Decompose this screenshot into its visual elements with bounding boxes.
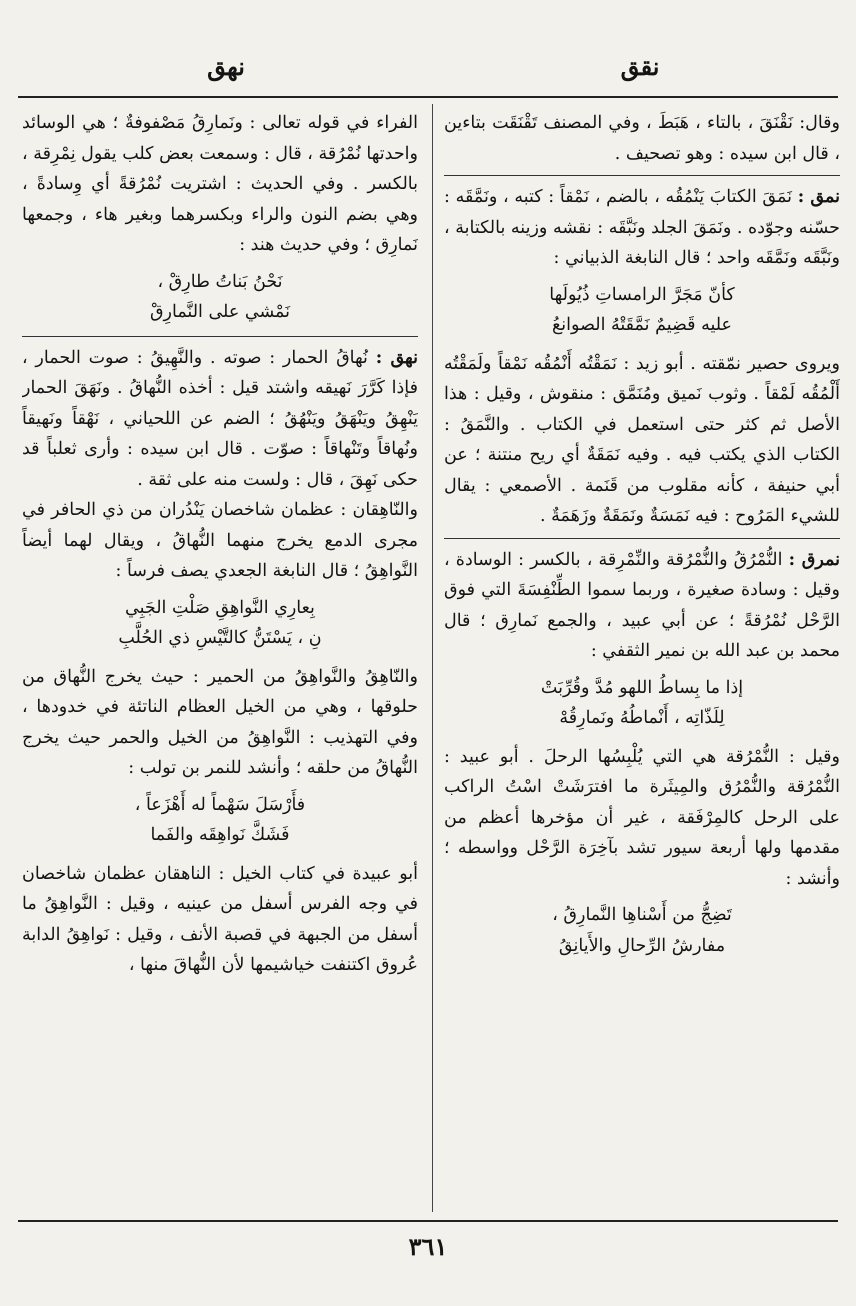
verse-line: إذا ما بِساطُ اللهو مُدَّ وقُرِّبَتْ xyxy=(540,677,744,698)
verse xyxy=(444,280,840,341)
column-divider xyxy=(432,104,433,1212)
verse-line: كأنّ مَجَرَّ الرامساتِ ذُيُولَها xyxy=(549,284,735,305)
headword: نهق : xyxy=(375,347,418,368)
verse-line: نَحْنُ بَناتُ طارِقْ ، xyxy=(157,271,283,292)
page-number: ٣٦١ xyxy=(408,1232,448,1261)
verse-line: فأَرْسَلَ سَهْماً له أَهْزَعاً ، xyxy=(134,794,306,815)
verse xyxy=(22,790,418,851)
entry-paragraph: والنّاهِقان : عظمان شاخصان يَنْدُران من ذي الحافر في مجرى الدمع يخرج منهما النُّهاقُ ، ويقال لهما أيضاً النَّواهِقُ ؛ قال النابغة الجعدي يصف فرساً : xyxy=(22,500,418,581)
entry-paragraph: وقيل : النُّمْرُقة هي التي يُلْبِسُها الرحلَ . أبو عبيد : النُّمْرُقة والنُّمْرُق والمِيثَرة ما افترَشَتْ اسْتُ الراكب على الرحل كالمِرْفَقة ، غير أن مؤخرها أعظم من مقدمها ولها أربعة سيور تشد بآخِرَة الرَّحْل وواسطه ؛ وأنشد : xyxy=(444,746,840,889)
entry-paragraph: أبو عبيدة في كتاب الخيل : الناهقان عظمان شاخصان في وجه الفرس أسفل من عينيه ، وقيل : النَّواهِقُ ما أسفل من الجبهة في قصبة الأنف ، وقيل : نَواهِقُ الدابة عُروق اكتنفت خياشيمها لأن النُّهاقَ منها ، xyxy=(22,863,418,975)
verse-line: لِلَذّاتِه ، أَنْماطُهُ ونَمارِقُهْ xyxy=(559,708,725,728)
verse xyxy=(22,593,418,654)
right-column xyxy=(444,108,840,1214)
entry-text: النُّمْرُقُ والنُّمْرُقة والنِّمْرِقة ، بالكسر : الوسادة ، وقيل : وسادة صغيرة ، وربما سموا الطِّنْفِسَةَ التي فوق الرَّحْل نُمْرُقةً ؛ عن أبي عبيد ، والجمع نَمارِق ؛ قال محمد بن عبد الله بن نمير الثقفي : xyxy=(444,549,840,661)
verse-line: عليه قَضِيمٌ نَمَّقَتْهُ الصوانعُ xyxy=(551,315,733,335)
headword: نمرق : xyxy=(788,549,840,570)
entry-text: نُهاقُ الحمار : صوته . والنَّهِيقُ : صوت الحمار ، فإذا كَرَّرَ نَهيقه واشتد قيل : أخذه النُّهاقُ . ونَهَقَ الحمار يَنْهِقُ ويَنْهَقُ ويَنْهُقُ ؛ الضم عن اللحياني ، نَهْقاً ونَهيقاً ونُهاقاً وتَنْهاقاً : صوّت . قال ابن سيده : وأرى ثعلباً قد حكى نَهِقَ ، قال : ولست منه على ثقة . xyxy=(22,347,418,490)
continued-paragraph: وقال: نَقْنَقَ ، بالتاء ، هَبَطَ ، وفي المصنف تَقْنَقَت بتاءين ، قال ابن سيده : وهو تصحيف . xyxy=(444,113,840,164)
entry-namraq xyxy=(444,538,840,667)
left-column xyxy=(22,108,418,1214)
header-rule xyxy=(18,96,838,98)
verse-line: تَضِجُّ من أَسْناهِا النَّمارِقُ ، xyxy=(552,905,732,925)
right-running-head: نقق xyxy=(620,52,660,81)
verse-line: مفارشُ الرِّحالِ والأَيانِقُ xyxy=(558,935,726,956)
entry-paragraph: ويروى حصير نمّقته . أبو زيد : نَمَقْتُه أَنْمُقُه نَمْقاً ولَمَقْتُه أَلْمُقُه لَمْقاً . وثوب نَميق ومُنَمَّق : منقوش ، وقيل : هذا الأصل ثم كثر حتى استعمل في الكتاب . والنَّمَقُ : الكتاب الذي يكتب فيه . وفيه نَمَقَةٌ أي ريح منتنة ؛ عن أبي حنيفة ، كأنه مقلوب من قَنَمة . الأصمعي : يقال للشيء المَرُوح : فيه نَمَسَةٌ ونَمَقَةٌ وزَهَمَةٌ . xyxy=(444,353,840,526)
verse xyxy=(444,673,840,734)
verse xyxy=(22,267,418,328)
verse xyxy=(444,900,840,961)
entry-paragraph: والنّاهِقُ والنَّواهِقُ من الحمير : حيث يخرج النُّهاق من حلوقها ، وهي من الخيل العظام الناتئة في خدودها ، وفي التهذيب : النَّواهِقُ من الخيل والحمر حيث يخرج النُّهاقُ من حلقه ؛ وأنشد للنمر بن تولب : xyxy=(22,666,418,778)
footer-rule xyxy=(18,1220,838,1222)
verse-line: فَشَكَّ نَواهِقَه والفَما xyxy=(150,825,290,845)
entry-namq xyxy=(444,175,840,274)
verse-line: بِعارِي النَّواهِقِ صَلْتِ الجَبِي xyxy=(125,597,315,618)
headword: نمق : xyxy=(797,187,840,207)
entry-text: نَمَقَ الكتابَ يَنْمُقُه ، بالضم ، نَمْقاً : كتبه ، ونَمَّقَه : حسّنه وجوّده . ونَمَقَ الجلد ونَبَّقَه : نقشه وزينه بالكتابة ، ونَبَّقَه ونَمَّقَه واحد ؛ قال النابغة الذبياني : xyxy=(444,187,840,268)
continued-paragraph: الفراء في قوله تعالى : ونَمارِقُ مَصْفوفةٌ ؛ هي الوسائد واحدتها نُمْرُقة ، قال : وسمعت بعض كلب يقول نِمْرِقة ، بالكسر . وفي الحديث : اشتريت نُمْرُقةً أي وِسادةً ، وهي بضم النون والراء وبكسرهما وبغير هاء ، وجمعها نَمارِق ؛ وفي حديث هند : xyxy=(22,113,418,255)
verse-line: نَمْشي على النَّمارِقْ xyxy=(149,302,291,322)
verse-line: نِ ، يَسْتَنُّ كالتَّيْسِ ذي الحُلَّبِ xyxy=(118,628,322,648)
left-running-head: نهق xyxy=(207,52,245,81)
entry-nahaq xyxy=(22,336,418,496)
